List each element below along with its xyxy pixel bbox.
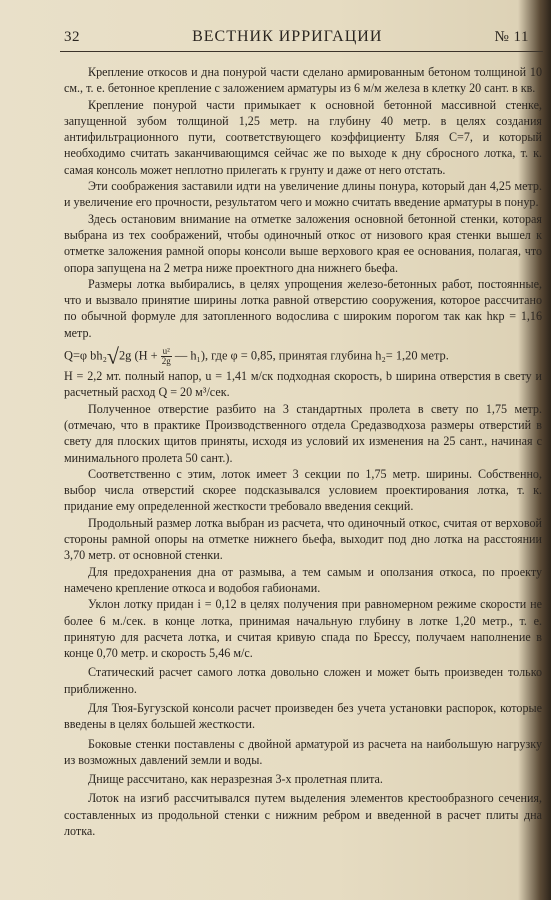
discharge-formula: Q=φ bh₂√2g (H + $\frac{\text{u²}}{2g}$ — h₁), где φ = 0,85, принятая глубина h₂= 1,20 метр. (64, 343, 449, 369)
page-header (64, 28, 529, 46)
paragraph: Днище рассчитано, как неразрезная 3-х пролетная плита. (88, 772, 383, 787)
paragraph: Боковые стенки поставлены с двойной арматурой из расчета на наибольшую нагрузку из возможных давлений земли и воды. (64, 736, 542, 767)
paragraph: Для предохранения дна от размыва, а тем самым и оползания откоса, по проекту намечено крепление откоса и водобоя габионами. (64, 564, 542, 595)
formula-fraction: $\frac{\text{u²}}{2g}$ (161, 346, 171, 367)
page-number: 32 (64, 29, 80, 45)
article-body (64, 64, 542, 839)
sqrt-symbol: √ (106, 343, 119, 369)
journal-title: ВЕСТНИК ИРРИГАЦИИ (192, 28, 383, 45)
paragraph: Крепление откосов и дна понурой части сделано армированным бетоном толщиной 10 см., т. е. бетонное крепление с заложением арматуры из 6 м/м железа в клетку 20 сант. в кв. (64, 65, 542, 96)
paragraph: Лоток на изгиб рассчитывался путем выделения элементов крестообразного сечения, составленных из продольной стенки с нижним ребром и введенной в расчет плиты дна лотка. (64, 791, 542, 839)
paragraph: Статический расчет самого лотка довольно сложен и может быть произведен только приближенно. (64, 665, 542, 696)
paragraph: Соответственно с этим, лоток имеет 3 секции по 1,75 метр. ширины. Собственно, выбор числа отверстий скорее подсказывался условием проектирования лотка, т. к. придание ему определенной жесткости требовало введения секций. (64, 466, 542, 514)
paragraph: Для Тюя-Бугузской консоли расчет произведен без учета установки распорок, которые введены в целях большей жесткости. (64, 700, 542, 732)
paragraph: Уклон лотку придан i = 0,12 в целях получения при равномерном режиме скорости не более 6 м./сек. в конце лотка, принимая начальную глубину в лотке 1,20 метр., т. е. принятую для расчета лотка, и считая кривую спада по Брессу, получаем наполнение в конце 0,70 метр. и скорость 5,46 м/с. (64, 597, 542, 661)
paragraph: Крепление понурой части примыкает к основной бетонной массивной стенке, запущенной зубом толщиной 1,25 метр. на глубину 40 метр. в целях создания антифильтрационного пути, соответствующего коэффициенту Бляя С=7, и который необходимо считать заканчивающимся сейчас же по выходе к дну сбросного лотка, т. к. самая консоль может неплотно прилегать к грунту и даже от него отстать. (64, 97, 542, 177)
formula-continuation: H = 2,2 мт. полный напор, u = 1,41 м/ск подходная скорость, b ширина отверстия в свету и расчетный расход Q = 20 м³/сек. (64, 369, 542, 400)
paragraph: Продольный размер лотка выбран из расчета, что одиночный откос, считая от верховой стороны рамной опоры на отметке нижнего бьефа, выходит под дно лотка на расстоянии 3,70 метр. от основной стенки. (64, 515, 542, 563)
paragraph: Полученное отверстие разбито на 3 стандартных пролета в свету по 1,75 метр. (отмечаю, что в практике Производственного отдела Средазводхоза размеры отверстий в свету для плоских щитов приняты, исходя из условий их изменения на 25 сант., начиная с минимального пролета 50 сант.). (64, 401, 542, 465)
header-rule (60, 51, 543, 52)
paragraph: Эти соображения заставили идти на увеличение длины понура, который дан 4,25 метр. и увеличение его прочности, результатом чего и можно считать введение арматуры в понур. (64, 179, 542, 210)
paragraph: Размеры лотка выбирались, в целях упрощения железо-бетонных работ, постоянные, что и вызвало принятие ширины лотка равной отверстию сооружения, которое рассчитано по обычной формуле для затопленного водослива с широким порогом так как hкр = 1,16 метр. (64, 276, 542, 340)
paragraph: Здесь остановим внимание на отметке заложения основной бетонной стенки, которая выбрана из тех соображений, чтобы одиночный откос от низового края стенки вышел к отметке заложения рамной опоры консоли выше верхового края ее основания, полагая, что опора запущена на 2 метра ниже проектного дна нижнего бьефа. (64, 211, 542, 275)
issue-number: № 11 (494, 29, 529, 45)
